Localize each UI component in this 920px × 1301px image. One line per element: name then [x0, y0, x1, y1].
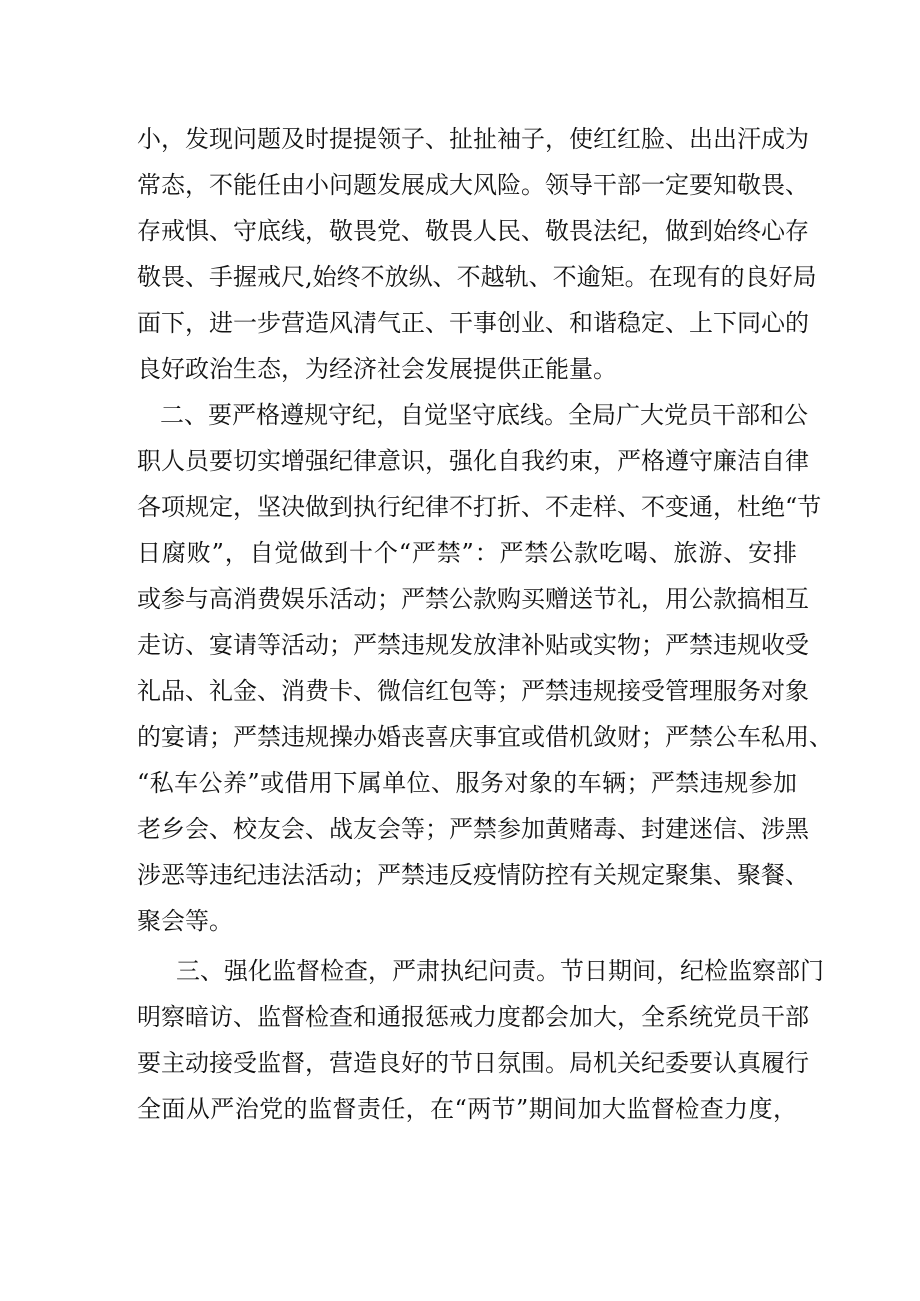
text-line: 走访、宴请等活动；严禁违规发放津补贴或实物；严禁违规收受 — [137, 631, 809, 659]
text-line: 或参与高消费娱乐活动；严禁公款购买赠送节礼，用公款搞相互 — [137, 585, 809, 613]
text-line: 常态，不能任由小问题发展成大风险。领导干部一定要知敬畏、 — [137, 171, 809, 199]
text-line: 各项规定，坚决做到执行纪律不打折、不走样、不变通，杜绝“节 — [137, 493, 822, 521]
text-line: 小，发现问题及时提提领子、扯扯袖子，使红红脸、出出汗成为 — [137, 125, 809, 153]
text-line: 敬畏、手握戒尺,始终不放纵、不越轨、不逾矩。在现有的良好局 — [137, 263, 817, 291]
text-line: 日腐败”，自觉做到十个“严禁”：严禁公款吃喝、旅游、安排 — [137, 539, 797, 567]
text-line: 老乡会、校友会、战友会等；严禁参加黄赌毒、封建迷信、涉黑 — [137, 815, 809, 843]
text-line: 的宴请；严禁违规操办婚丧喜庆事宜或借机敛财；严禁公车私用、 — [137, 723, 833, 751]
section-three-heading-line: 三、强化监督检查，严肃执纪问责。节日期间，纪检监察部门 — [176, 957, 824, 985]
text-line: 明察暗访、监督检查和通报惩戒力度都会加大，全系统党员干部 — [137, 1003, 809, 1031]
text-line: 要主动接受监督，营造良好的节日氛围。局机关纪委要认真履行 — [137, 1049, 809, 1077]
section-two-heading-line: 二、要严格遵规守纪，自觉坚守底线。全局广大党员干部和公 — [160, 401, 808, 429]
text-line: 良好政治生态，为经济社会发展提供正能量。 — [137, 355, 617, 383]
text-line: 面下，进一步营造风清气正、干事创业、和谐稳定、上下同心的 — [137, 309, 809, 337]
text-line: 存戒惧、守底线，敬畏党、敬畏人民、敬畏法纪，做到始终心存 — [137, 217, 809, 245]
text-line: 礼品、礼金、消费卡、微信红包等；严禁违规接受管理服务对象 — [137, 677, 809, 705]
text-line: 全面从严治党的监督责任，在“两节”期间加大监督检查力度， — [137, 1095, 797, 1123]
text-line: 职人员要切实增强纪律意识，强化自我约束，严格遵守廉洁自律 — [137, 447, 809, 475]
text-line: “私车公养”或借用下属单位、服务对象的车辆；严禁违规参加 — [137, 769, 797, 797]
text-line: 涉恶等违纪违法活动；严禁违反疫情防控有关规定聚集、聚餐、 — [137, 861, 809, 889]
text-line: 聚会等。 — [137, 907, 233, 935]
